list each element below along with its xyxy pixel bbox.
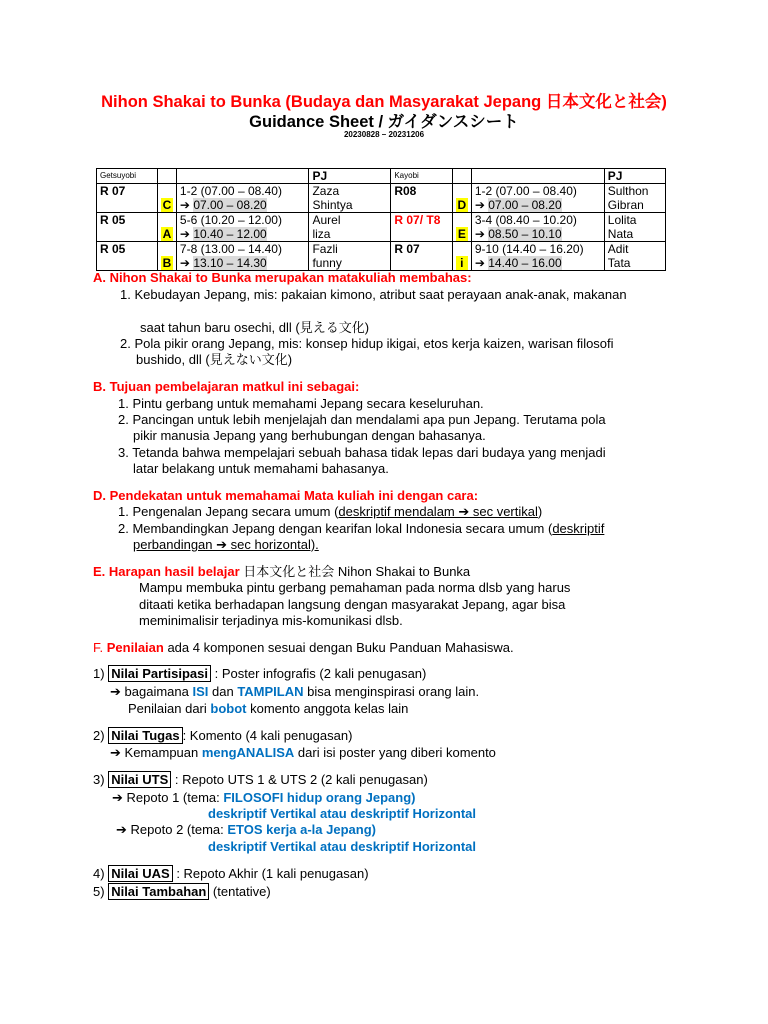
class-letter: E	[457, 227, 466, 241]
section-b-item-2-cont: pikir manusia Jepang yang berhubungan dengan bahasanya.	[133, 428, 486, 443]
room-cell: R 05	[97, 213, 158, 242]
arrow-icon: ➔	[474, 198, 485, 212]
time-cell: 7-8 (13.00 – 14.40) ➔ 13.10 – 14.30	[176, 242, 309, 271]
section-b-item-1: 1. Pintu gerbang untuk memahami Jepang secara keseluruhan.	[118, 396, 484, 411]
room-cell: R 05	[97, 242, 158, 271]
time-cell: 1-2 (07.00 – 08.40) ➔ 07.00 – 08.20	[471, 184, 604, 213]
header-getsuyobi: Getsuyobi	[97, 169, 158, 184]
section-f-heading: F. Penilaian ada 4 komponen sesuai dengan Buku Panduan Mahasiswa.	[93, 640, 514, 655]
section-d-item-2-cont: perbandingan ➔ sec horizontal).	[133, 537, 319, 552]
section-a-heading: A. Nihon Shakai to Bunka merupakan matakuliah membahas:	[93, 270, 472, 285]
repoto-2-desc: deskriptif Vertikal atau deskriptif Horizontal	[208, 839, 477, 854]
repoto-1-desc: deskriptif Vertikal atau deskriptif Horizontal	[208, 806, 477, 821]
title-red: Nihon Shakai to Bunka (Budaya dan Masyarakat Jepang 日本文化と社会)	[101, 93, 667, 111]
table-row	[97, 213, 666, 242]
room-cell: R 07	[97, 184, 158, 213]
repoto-1-line: ➔ Repoto 1 (tema: FILOSOFI hidup orang Jepang)	[112, 790, 416, 805]
section-b-item-3-cont: latar belakang untuk memahami bahasanya.	[133, 461, 389, 476]
room-cell: R 07/ T8	[391, 213, 452, 242]
section-d-item-1: 1. Pengenalan Jepang secara umum (deskriptif mendalam ➔ sec vertikal)	[118, 504, 543, 519]
header-pj-left: PJ	[309, 169, 391, 184]
section-e-line-3: meminimalisir terjadinya mis-komunikasi dlsb.	[139, 613, 403, 628]
section-e-line-1: Mampu membuka pintu gerbang pemahaman pada norma dlsb yang harus	[139, 580, 571, 595]
section-d-heading: D. Pendekatan untuk memahamai Mata kuliah ini dengan cara:	[93, 488, 479, 503]
schedule-table	[96, 168, 666, 271]
arrow-icon: ➔	[179, 227, 190, 241]
nilai-tambahan-line: 5) Nilai Tambahan (tentative)	[93, 884, 271, 899]
arrow-icon: ➔	[110, 745, 121, 760]
time-cell: 5-6 (10.20 – 12.00) ➔ 10.40 – 12.00	[176, 213, 309, 242]
time-cell: 1-2 (07.00 – 08.40) ➔ 07.00 – 08.20	[176, 184, 309, 213]
arrow-icon: ➔	[110, 684, 121, 699]
room-cell: R08	[391, 184, 452, 213]
section-b-item-3: 3. Tetanda bahwa mempelajari sebuah bahasa tidak lepas dari budaya yang menjadi	[118, 445, 606, 460]
arrow-icon: ➔	[179, 198, 190, 212]
section-a-item-2: 2. Pola pikir orang Jepang, mis: konsep hidup ikigai, etos kerja kaizen, warisan filosofi	[120, 336, 614, 351]
class-letter: C	[162, 198, 172, 212]
section-a-item-1-cont: saat tahun baru osechi, dll (見える文化)	[140, 320, 370, 335]
class-letter: D	[457, 198, 467, 212]
section-a-item-1: 1. Kebudayan Jepang, mis: pakaian kimono, atribut saat perayaan anak-anak, makanan	[120, 287, 627, 302]
header-kayobi: Kayobi	[391, 169, 452, 184]
section-e-heading: E. Harapan hasil belajar 日本文化と社会 Nihon Shakai to Bunka	[93, 564, 471, 579]
time-cell: 9-10 (14.40 – 16.20) ➔ 14.40 – 16.00	[471, 242, 604, 271]
nilai-tugas-line: 2) Nilai Tugas : Komento (4 kali penugasan)	[93, 728, 353, 743]
section-e-line-2: ditaati ketika berhadapan langsung dengan masyarakat Jepang, agar bisa	[139, 597, 566, 612]
nilai-partisipasi-line: 1) Nilai Partisipasi : Poster infografis (2 kali penugasan)	[93, 666, 427, 681]
class-letter: B	[162, 256, 172, 270]
date-range: 20230828 – 20231206	[343, 130, 425, 139]
pj-cell: Adit Tata	[604, 242, 665, 271]
section-b-item-2: 2. Pancingan untuk lebih menjelajah dan mendalami apa pun Jepang. Terutama pola	[118, 412, 606, 427]
class-letter: i	[456, 256, 468, 270]
pj-cell: Lolita Nata	[604, 213, 665, 242]
time-cell: 3-4 (08.40 – 10.20) ➔ 08.50 – 10.10	[471, 213, 604, 242]
pj-cell: Zaza Shintya	[309, 184, 391, 213]
header-pj-right: PJ	[604, 169, 665, 184]
table-header-row	[97, 169, 666, 184]
section-a-item-2-cont: bushido, dll (見えない文化)	[136, 352, 293, 367]
nilai-tugas-detail: ➔ Kemampuan mengANALISA dari isi poster yang diberi komento	[110, 745, 496, 760]
pj-cell: Sulthon Gibran	[604, 184, 665, 213]
repoto-2-line: ➔ Repoto 2 (tema: ETOS kerja a-la Jepang)	[116, 822, 376, 837]
nilai-partisipasi-detail-1: ➔ bagaimana ISI dan TAMPILAN bisa menginspirasi orang lain.	[110, 684, 480, 699]
pj-cell: Aurel liza	[309, 213, 391, 242]
pj-cell: Fazli funny	[309, 242, 391, 271]
section-d-item-2: 2. Membandingkan Jepang dengan kearifan lokal Indonesia secara umum (deskriptif	[118, 521, 605, 536]
nilai-uas-line: 4) Nilai UAS : Repoto Akhir (1 kali penugasan)	[93, 866, 369, 881]
arrow-icon: ➔	[116, 822, 127, 837]
table-row	[97, 242, 666, 271]
section-b-heading: B. Tujuan pembelajaran matkul ini sebagai:	[93, 379, 360, 394]
nilai-partisipasi-detail-2: Penilaian dari bobot komento anggota kelas lain	[128, 701, 409, 716]
nilai-uts-line: 3) Nilai UTS : Repoto UTS 1 & UTS 2 (2 kali penugasan)	[93, 772, 428, 787]
arrow-icon: ➔	[179, 256, 190, 270]
table-row	[97, 184, 666, 213]
title-guidance-sheet: Guidance Sheet / ガイダンスシート	[249, 113, 519, 131]
arrow-icon: ➔	[112, 790, 123, 805]
arrow-icon: ➔	[474, 227, 485, 241]
room-cell: R 07	[391, 242, 452, 271]
class-letter: A	[162, 227, 172, 241]
arrow-icon: ➔	[474, 256, 485, 270]
